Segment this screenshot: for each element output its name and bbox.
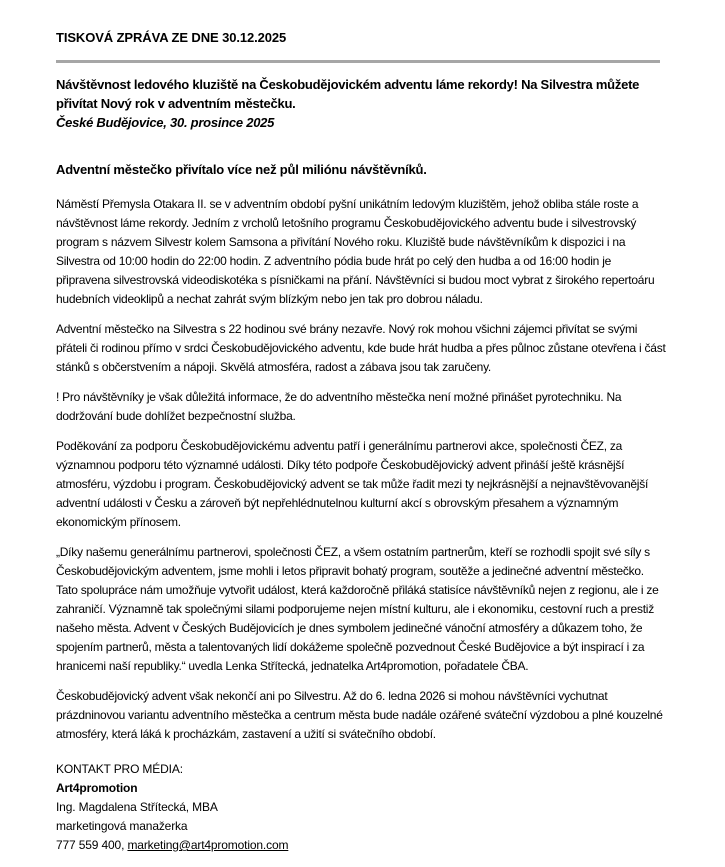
media-contact: [56, 760, 288, 855]
contact-phone: 777 559 400,: [56, 838, 128, 852]
subheading: Adventní městečko přivítalo více než půl miliónu návštěvníků.: [56, 162, 427, 177]
contact-role: marketingová manažerka: [56, 819, 188, 833]
title-divider: [56, 60, 660, 63]
headline: Návštěvnost ledového kluziště na Českobudějovickém adventu láme rekordy! Na Silvestra můžete přivítat Nový rok v adventním městečku.: [56, 77, 640, 111]
paragraph-ice-rink: Náměstí Přemysla Otakara II. se v adventním období pyšní unikátním ledovým kluzištěm, jehož obliba stále roste a návštěvnost láme rekordy. Jedním z vrcholů letošního programu Českobudějovického adventu bude i silvestrovský program s názvem Silvestr kolem Samsona a přivítání Nového roku. Kluziště bude návštěvníkům k dispozici i na Silvestra od 10:00 hodin do 22:00 hodin. Z adventního pódia bude hrát po celý den hudba a od 16:00 hodin je připravena silvestrovská videodiskotéka s písničkami na přání. Návštěvníci si budou moct vybrat z širokého repertoáru hudebních videoklipů a nechat zahrát svým blízkým nebo jen tak pro dobrou náladu.: [56, 197, 655, 306]
contact-organization: Art4promotion: [56, 781, 138, 795]
contact-label: KONTAKT PRO MÉDIA:: [56, 762, 183, 776]
headline-block: [56, 75, 668, 132]
body-text: [56, 195, 668, 755]
paragraph-partner-thanks: Poděkování za podporu Českobudějovickému adventu patří i generálnímu partnerovi akce, společnosti ČEZ, za významnou podporu této významné události. Díky této podpoře Českobudějovický advent přináší ještě krásnější atmosféru, výzdobu i program. Českobudějovický advent se tak může řadit mezi ty nejkrásnější a nejnavštěvovanější adventní události v Česku a zároveň být nepřehlédnutelnou kulturní akcí s obrovským přesahem a významným ekonomickým přínosem.: [56, 439, 649, 529]
dateline: České Budějovice, 30. prosince 2025: [56, 115, 275, 130]
paragraph-after-silvestr: Českobudějovický advent však nekončí ani po Silvestru. Až do 6. ledna 2026 si mohou návštěvníci vychutnat prázdninovou variantu adventního městečka a centrum města bude nadále ozářené sváteční výzdobou a plné kouzelné atmosféry, která láká k procházkám, zastavení a užití si svátečního období.: [56, 689, 663, 741]
paragraph-pyrotechnics-notice: ! Pro návštěvníky je však důležitá informace, že do adventního městečka není možné přinášet pyrotechniku. Na dodržování bude dohlížet bezpečnostní služba.: [56, 390, 622, 423]
contact-phone-email: [56, 836, 288, 855]
paragraph-new-year: Adventní městečko na Silvestra s 22 hodinou své brány nezavře. Nový rok mohou všichni zájemci přivítat se svými přáteli či rodinou přímo v srdci Českobudějovického adventu, kde bude hrát hudba a přes půlnoc zůstane otevřena i část stánků s občerstvením a nápoji. Skvělá atmosféra, radost a zábava jsou tak zaručeny.: [56, 322, 666, 374]
paragraph-quote: „Díky našemu generálnímu partnerovi, společnosti ČEZ, a všem ostatním partnerům, kteří se rozhodli spojit své síly s Českobudějovickým adventem, jsme mohli i letos připravit bohatý program, soutěže a jedinečné adventní městečko. Tato spolupráce nám umožňuje vytvořit událost, která každoročně přiláká statisíce návštěvníků nejen z regionu, ale i ze zahraničí. Významně tak společnými silami podporujeme nejen místní kulturu, ale i ekonomiku, cestovní ruch a prestiž našeho města. Advent v Českých Budějovicích je dnes symbolem jedinečné vánoční atmosféry a důkazem toho, že spojením partnerů, města a talentovaných lidí dokážeme společně pozvednout České Budějovice a být inspirací i za hranicemi naší republiky.“ uvedla Lenka Střítecká, jednatelka Art4promotion, pořadatele ČBA.: [56, 545, 659, 673]
contact-name: Ing. Magdalena Střítecká, MBA: [56, 800, 218, 814]
document-title: TISKOVÁ ZPRÁVA ZE DNE 30.12.2025: [56, 30, 287, 45]
contact-email-link[interactable]: marketing@art4promotion.com: [127, 838, 289, 852]
